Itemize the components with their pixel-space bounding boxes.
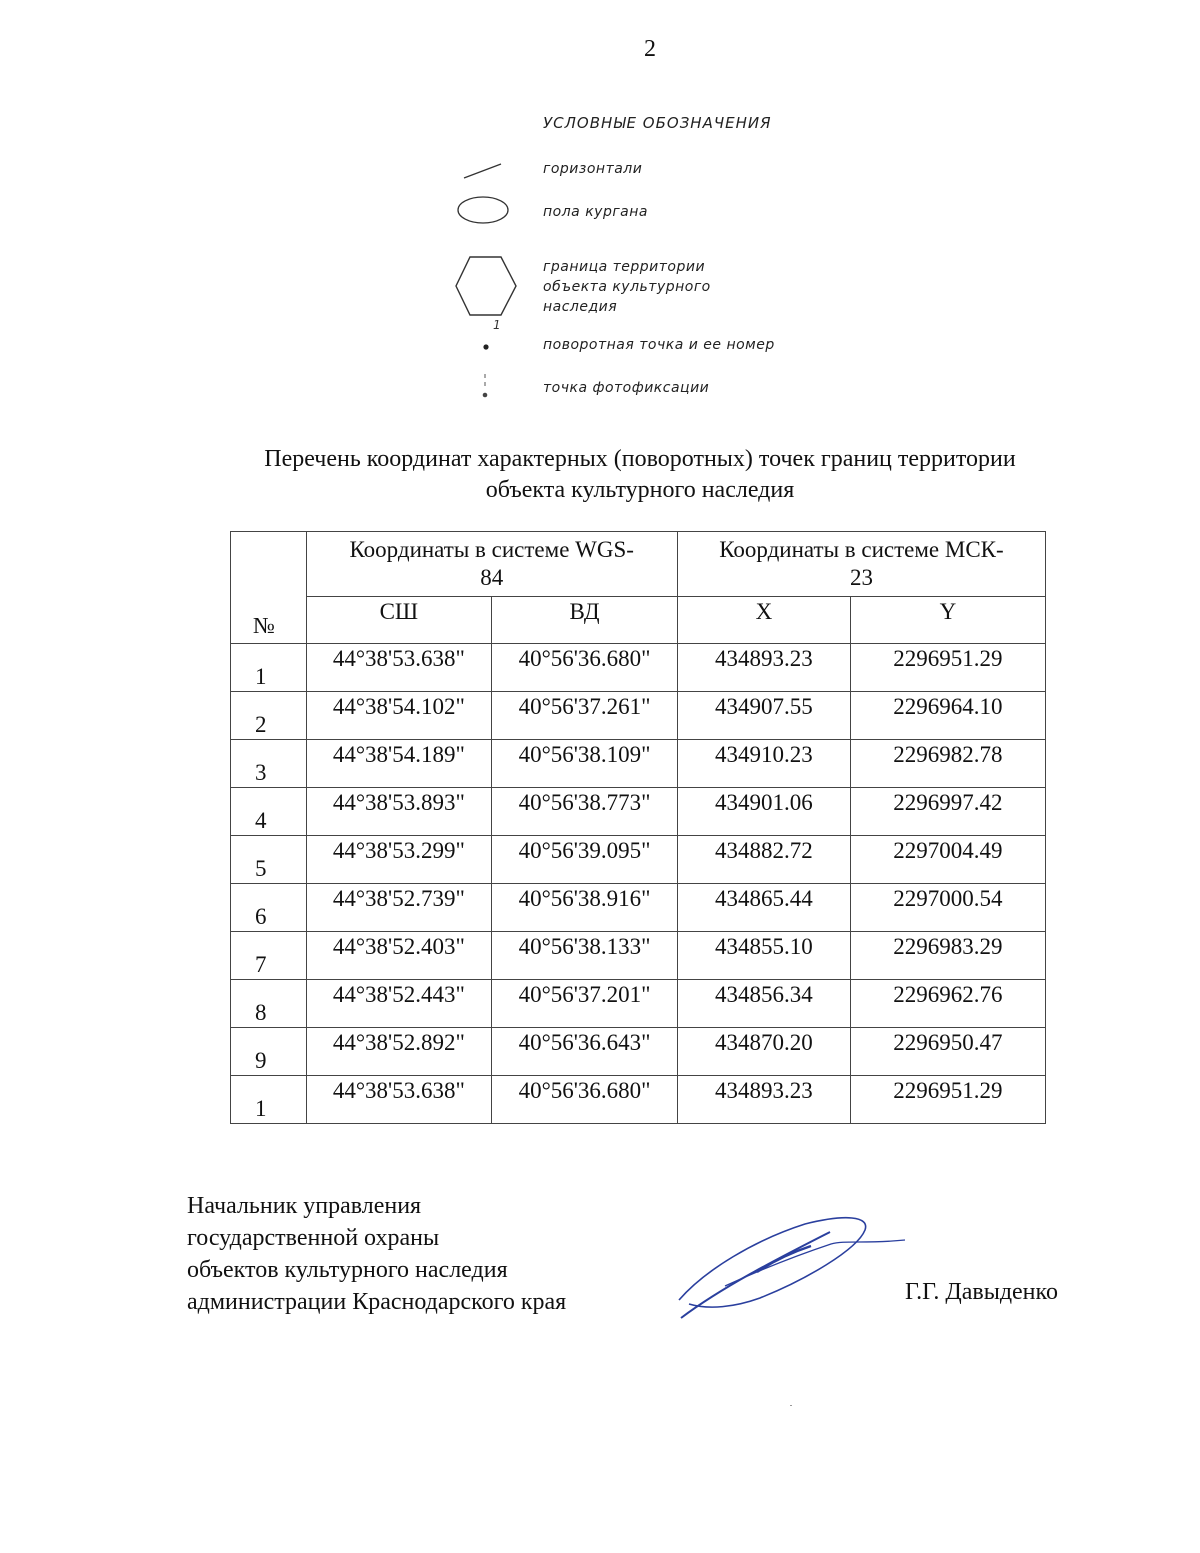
latitude-cell: 44°38'52.739" — [306, 884, 492, 932]
latitude-cell: 44°38'53.299" — [306, 836, 492, 884]
x-cell: 434901.06 — [677, 788, 850, 836]
point-number-cell: 4 — [231, 788, 307, 836]
point-number-cell: 5 — [231, 836, 307, 884]
latitude-cell: 44°38'53.638" — [306, 644, 492, 692]
header-msk23-line: Координаты в системе МСК- — [719, 537, 1004, 562]
y-cell: 2296964.10 — [850, 692, 1045, 740]
point-number-cell: 6 — [231, 884, 307, 932]
latitude-cell: 44°38'53.893" — [306, 788, 492, 836]
header-wgs84-line: 84 — [480, 565, 504, 590]
signatory-title — [187, 1190, 566, 1318]
latitude-cell: 44°38'54.189" — [306, 740, 492, 788]
longitude-cell: 40°56'38.916" — [492, 884, 678, 932]
point-number-cell: 7 — [231, 932, 307, 980]
point-number-cell: 3 — [231, 740, 307, 788]
y-cell: 2296950.47 — [850, 1028, 1045, 1076]
hexagon-icon — [440, 254, 520, 322]
signatory-title-line: государственной охраны — [187, 1225, 440, 1251]
header-wgs84-line: Координаты в системе WGS- — [349, 537, 634, 562]
signatory-title-line: Начальник управления — [187, 1193, 422, 1219]
x-cell: 434865.44 — [677, 884, 850, 932]
latitude-cell: 44°38'52.403" — [306, 932, 492, 980]
longitude-cell: 40°56'38.109" — [492, 740, 678, 788]
point-number-cell: 1 — [231, 644, 307, 692]
signatory-title-line: администрации Краснодарского края — [187, 1289, 567, 1315]
header-number: № — [231, 532, 307, 644]
longitude-cell: 40°56'37.201" — [492, 980, 678, 1028]
point-number-cell: 1 — [231, 1076, 307, 1124]
legend-item-label-line: объекта культурного — [543, 279, 711, 295]
table-row — [231, 836, 1046, 884]
legend-item-label: поворотная точка и ее номер — [543, 337, 775, 353]
y-cell: 2296951.29 — [850, 1076, 1045, 1124]
legend-item-label: пола кургана — [543, 204, 648, 220]
longitude-cell: 40°56'36.680" — [492, 644, 678, 692]
x-cell: 434907.55 — [677, 692, 850, 740]
latitude-cell: 44°38'54.102" — [306, 692, 492, 740]
photo-point-icon — [440, 372, 510, 402]
point-number-cell: 9 — [231, 1028, 307, 1076]
latitude-cell: 44°38'52.443" — [306, 980, 492, 1028]
longitude-cell: 40°56'36.643" — [492, 1028, 678, 1076]
heading-line: Перечень координат характерных (поворотных) точек границ территории — [264, 446, 1016, 472]
document-heading — [150, 444, 1130, 506]
signatory-name: Г.Г. Давыденко — [905, 1279, 1058, 1305]
legend-item-label: точка фотофиксации — [543, 380, 710, 396]
header-msk23-line: 23 — [849, 565, 873, 590]
point-number-sample: 1 — [493, 318, 501, 332]
longitude-cell: 40°56'38.773" — [492, 788, 678, 836]
coordinates-table — [230, 531, 1046, 1124]
legend-item-label-line: наследия — [543, 299, 618, 315]
header-latitude: СШ — [306, 597, 492, 644]
longitude-cell: 40°56'39.095" — [492, 836, 678, 884]
x-cell: 434870.20 — [677, 1028, 850, 1076]
turning-point-icon — [440, 336, 510, 356]
y-cell: 2296982.78 — [850, 740, 1045, 788]
y-cell: 2296951.29 — [850, 644, 1045, 692]
ellipse-icon — [440, 194, 520, 228]
y-cell: 2297004.49 — [850, 836, 1045, 884]
header-wgs84 — [306, 532, 677, 597]
latitude-cell: 44°38'53.638" — [306, 1076, 492, 1124]
scan-artifact — [790, 1405, 792, 1406]
latitude-cell: 44°38'52.892" — [306, 1028, 492, 1076]
x-cell: 434893.23 — [677, 1076, 850, 1124]
y-cell: 2297000.54 — [850, 884, 1045, 932]
point-number-cell: 8 — [231, 980, 307, 1028]
header-x: X — [677, 597, 850, 644]
x-cell: 434893.23 — [677, 644, 850, 692]
x-cell: 434910.23 — [677, 740, 850, 788]
y-cell: 2296962.76 — [850, 980, 1045, 1028]
y-cell: 2296983.29 — [850, 932, 1045, 980]
coordinates-table-body — [231, 644, 1046, 1124]
y-cell: 2296997.42 — [850, 788, 1045, 836]
contour-line-icon — [440, 160, 510, 184]
point-number-cell: 2 — [231, 692, 307, 740]
table-row — [231, 884, 1046, 932]
table-row — [231, 644, 1046, 692]
signatory-title-line: объектов культурного наследия — [187, 1257, 508, 1283]
heading-line: объекта культурного наследия — [485, 477, 795, 503]
x-cell: 434855.10 — [677, 932, 850, 980]
header-longitude: ВД — [492, 597, 678, 644]
header-y: Y — [850, 597, 1045, 644]
table-row — [231, 692, 1046, 740]
table-row — [231, 1028, 1046, 1076]
x-cell: 434856.34 — [677, 980, 850, 1028]
table-row — [231, 1076, 1046, 1124]
legend-item-label-line: граница территории — [543, 259, 706, 275]
legend-item-label: горизонтали — [543, 161, 643, 177]
table-row — [231, 932, 1046, 980]
table-row — [231, 980, 1046, 1028]
header-msk23 — [677, 532, 1045, 597]
table-row — [231, 740, 1046, 788]
handwritten-signature — [665, 1210, 915, 1325]
legend-item-label — [543, 257, 711, 317]
longitude-cell: 40°56'36.680" — [492, 1076, 678, 1124]
longitude-cell: 40°56'37.261" — [492, 692, 678, 740]
longitude-cell: 40°56'38.133" — [492, 932, 678, 980]
legend-title: УСЛОВНЫЕ ОБОЗНАЧЕНИЯ — [543, 114, 772, 132]
page-number: 2 — [644, 36, 656, 62]
table-row — [231, 788, 1046, 836]
x-cell: 434882.72 — [677, 836, 850, 884]
